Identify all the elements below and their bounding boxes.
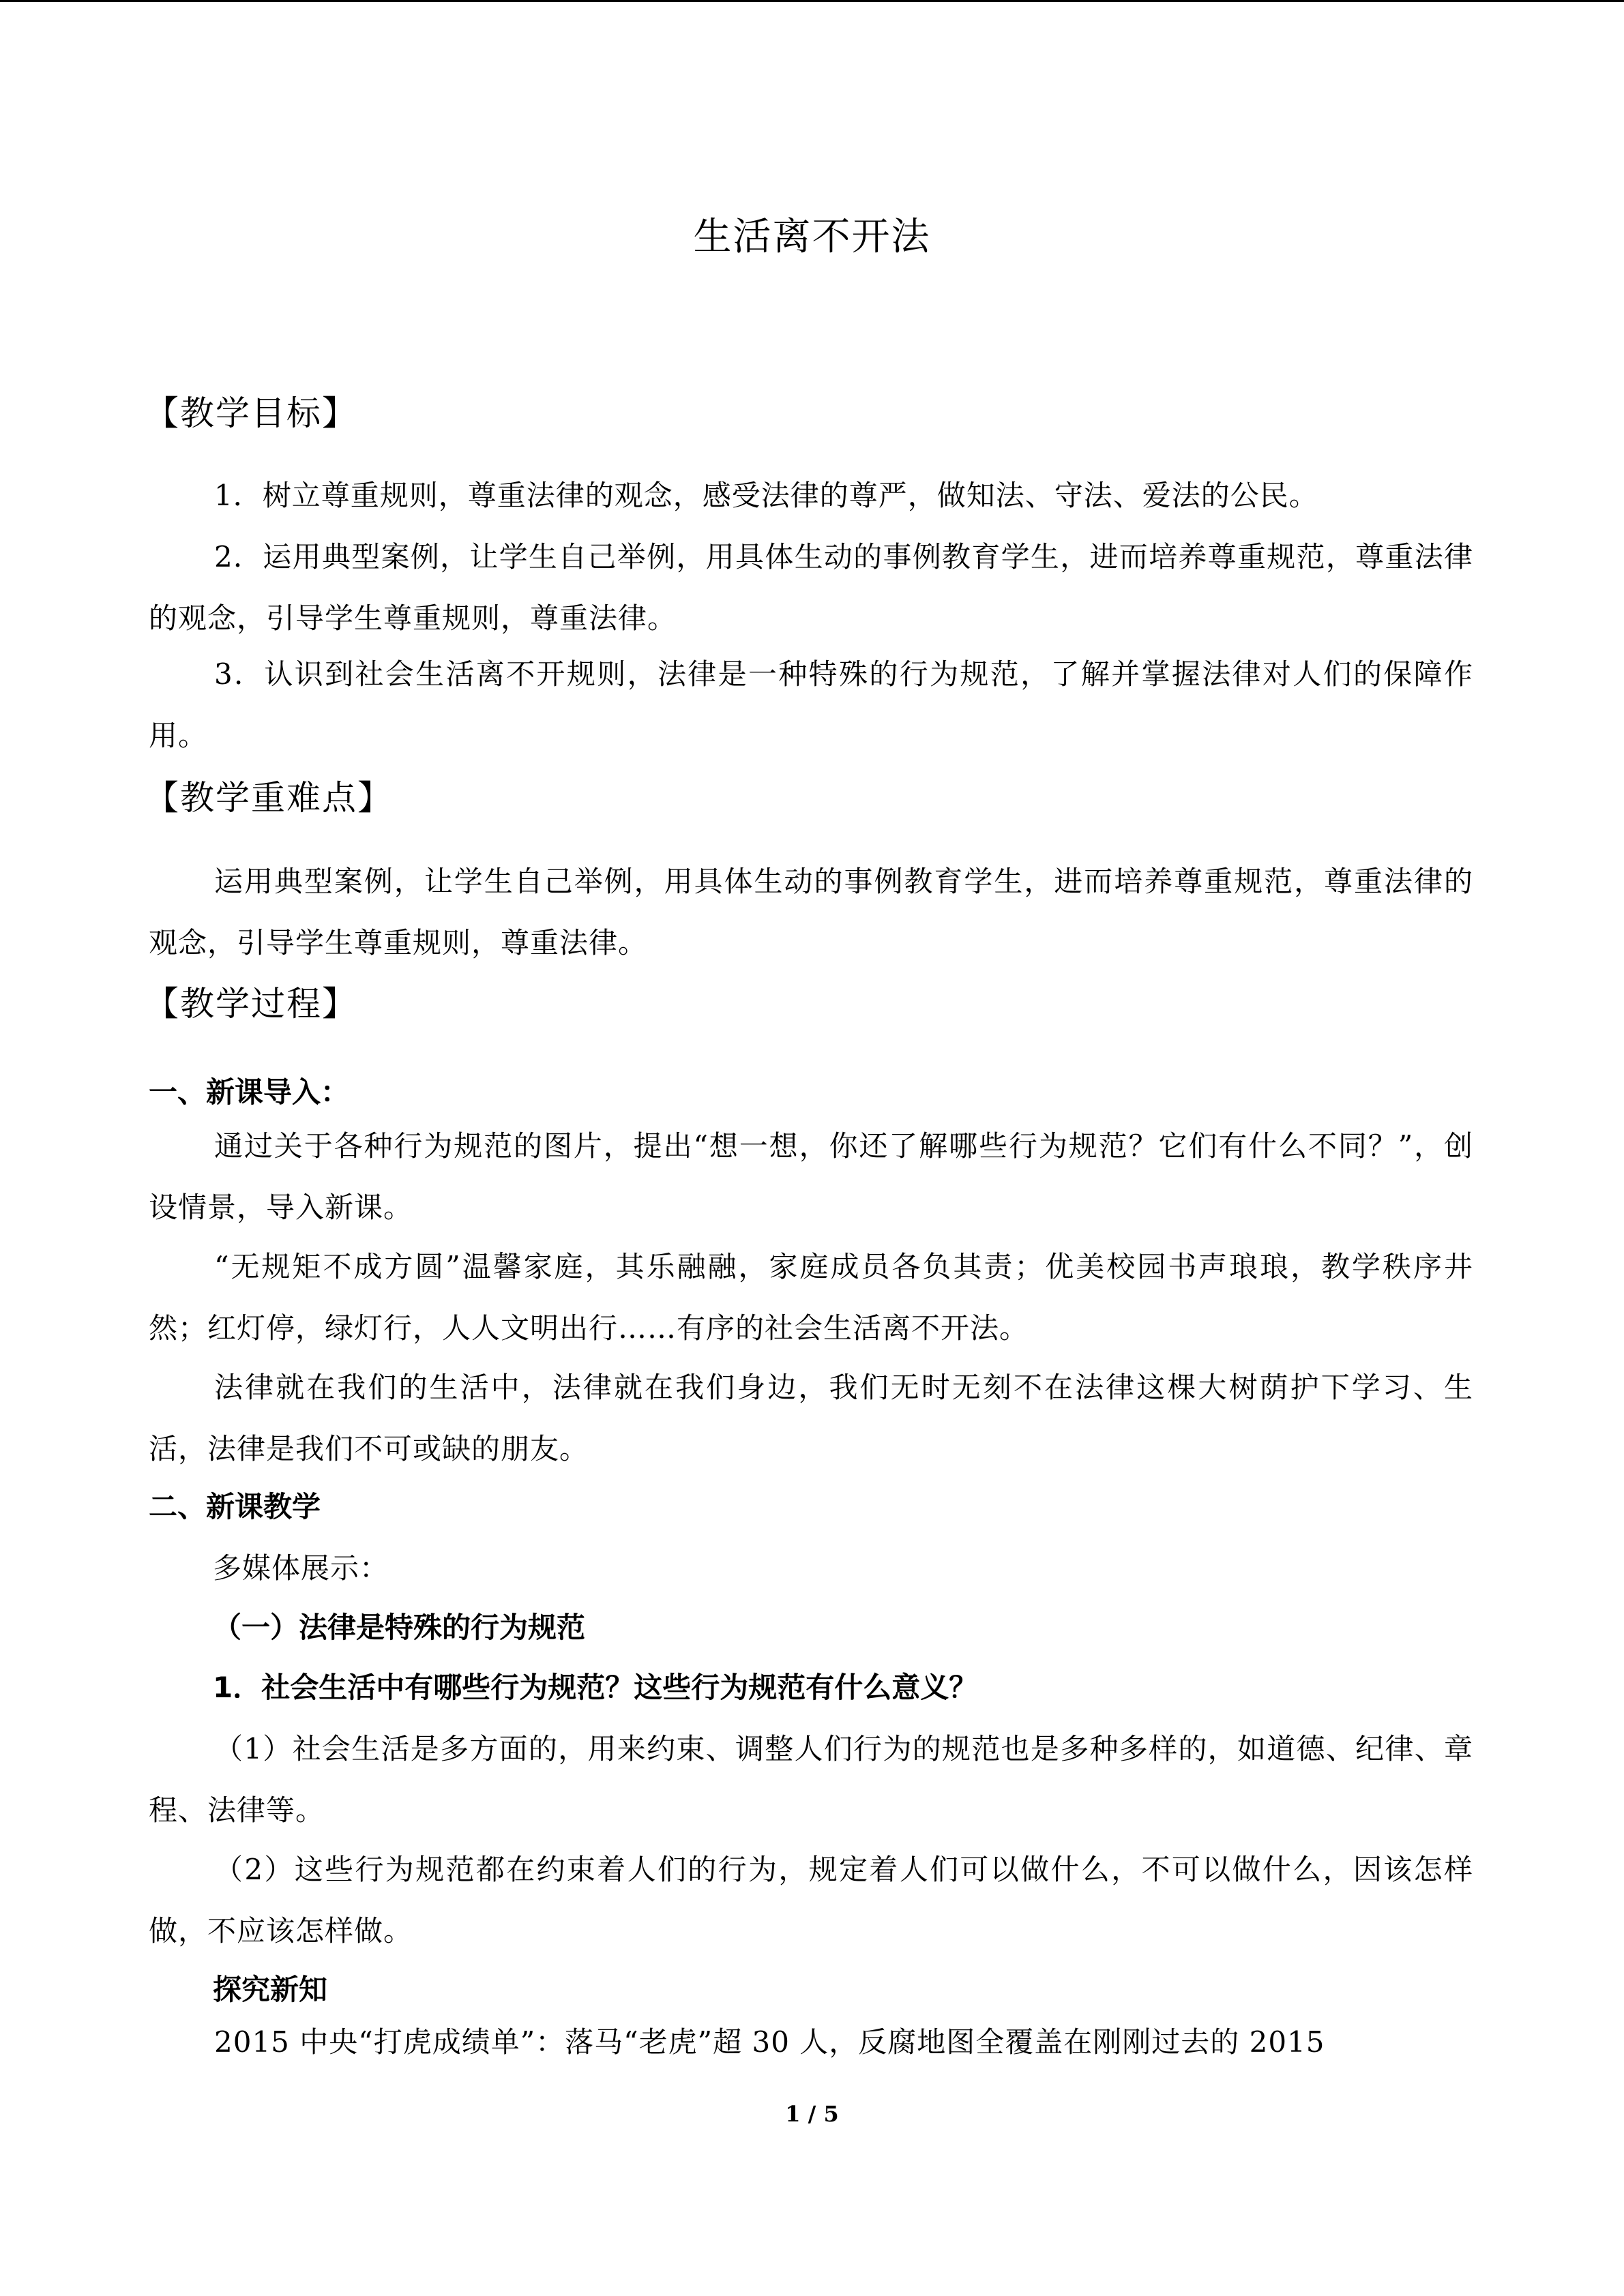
- point-2: （2）这些行为规范都在约束着人们的行为，规定着人们可以做什么，不可以做什么，因该怎样做，不应该怎样做。: [149, 1853, 1473, 1948]
- objectives-heading: 【教学目标】: [145, 393, 357, 433]
- objective-item-3: 3．认识到社会生活离不开规则，法律是一种特殊的行为规范，了解并掌握法律对人们的保障作用。: [149, 657, 1473, 752]
- part1-paragraph-1: 通过关于各种行为规范的图片，提出“想一想，你还了解哪些行为规范？它们有什么不同？”，创设情景，导入新课。: [149, 1129, 1473, 1224]
- page-number: 1 / 5: [785, 2101, 839, 2127]
- process-heading: 【教学过程】: [145, 984, 357, 1024]
- top-border-line: [0, 0, 1624, 2]
- part1-paragraph-3: 法律就在我们的生活中，法律就在我们身边，我们无时无刻不在法律这棵大树荫护下学习、生活，法律是我们不可或缺的朋友。: [149, 1371, 1473, 1465]
- explore-label: 探究新知: [213, 1973, 328, 2006]
- objective-item-2: 2．运用典型案例，让学生自己举例，用具体生动的事例教育学生，进而培养尊重规范，尊重法律的观念，引导学生尊重规则，尊重法律。: [149, 540, 1473, 635]
- question-line: 1．社会生活中有哪些行为规范？这些行为规范有什么意义？: [213, 1671, 978, 1704]
- key-points-heading: 【教学重难点】: [145, 778, 393, 818]
- document-title: 生活离不开法: [693, 215, 931, 259]
- part2-heading: 二、新课教学: [149, 1490, 321, 1523]
- subsection-title: （一）法律是特殊的行为规范: [213, 1611, 586, 1644]
- point-1: （1）社会生活是多方面的，用来约束、调整人们行为的规范也是多种多样的，如道德、纪律、章程、法律等。: [149, 1732, 1473, 1827]
- explore-text: 2015 中央“打虎成绩单”：落马“老虎”超 30 人，反腐地图全覆盖在刚刚过去的 2015: [214, 2025, 1325, 2059]
- part1-paragraph-2: “无规矩不成方圆”温馨家庭，其乐融融，家庭成员各负其责；优美校园书声琅琅，教学秩序井然；红灯停，绿灯行，人人文明出行……有序的社会生活离不开法。: [149, 1250, 1473, 1345]
- objective-item-1: 1．树立尊重规则，尊重法律的观念，感受法律的尊严，做知法、守法、爱法的公民。: [214, 479, 1318, 512]
- key-points-text: 运用典型案例，让学生自己举例，用具体生动的事例教育学生，进而培养尊重规范，尊重法律的观念，引导学生尊重规则，尊重法律。: [149, 865, 1473, 959]
- part1-heading: 一、新课导入：: [149, 1075, 350, 1109]
- media-label: 多媒体展示：: [213, 1551, 389, 1585]
